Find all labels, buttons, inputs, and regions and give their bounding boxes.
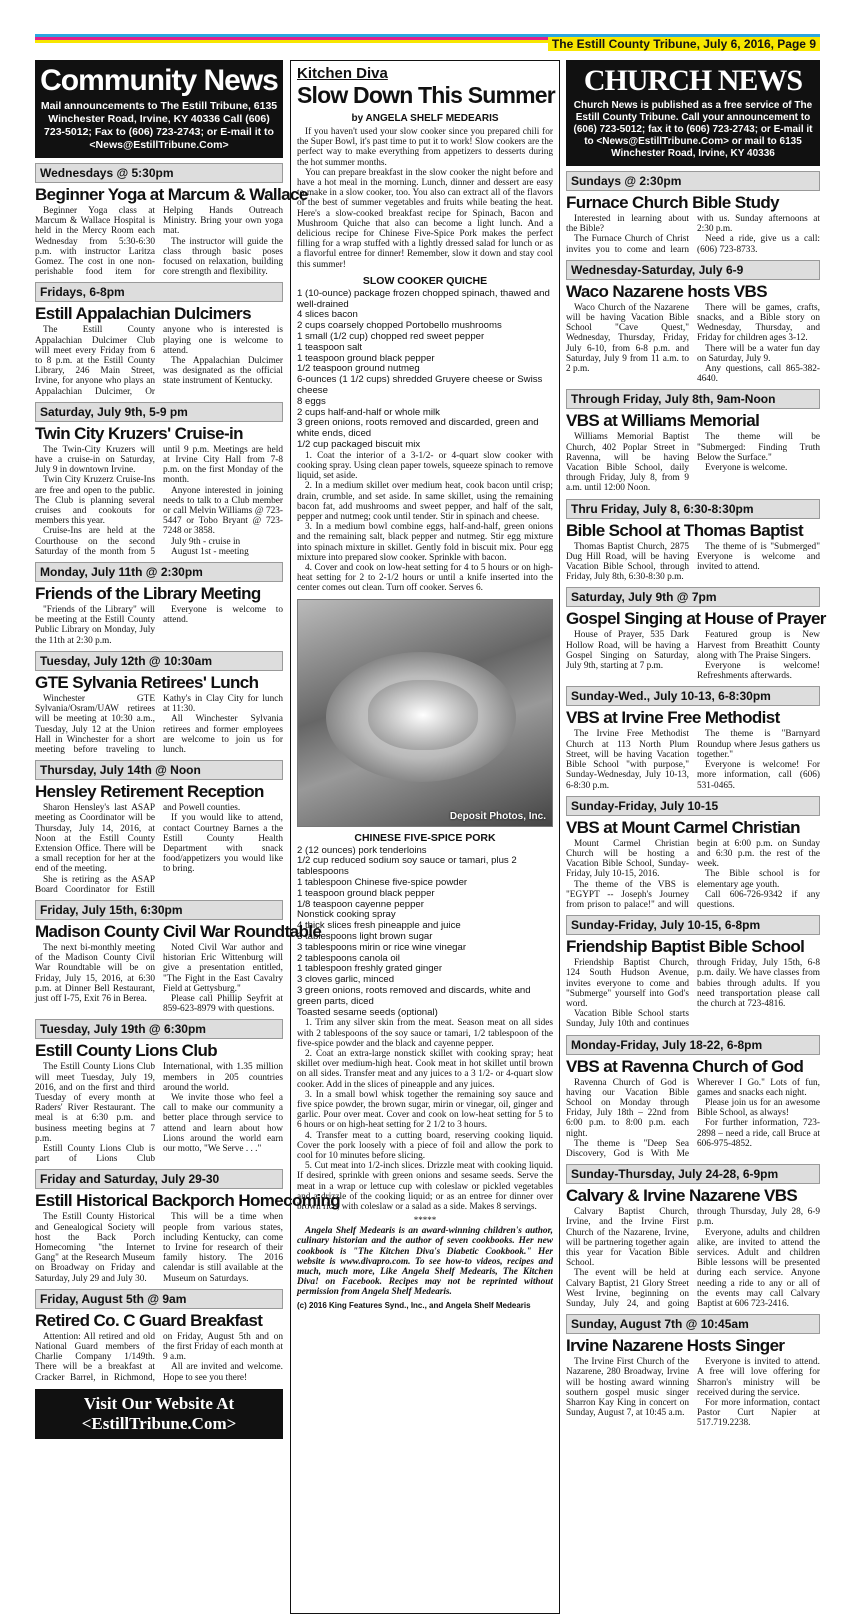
quiche-recipe-title: SLOW COOKER QUICHE	[362, 274, 488, 287]
kitchen-diva-kicker: Kitchen Diva	[297, 65, 388, 82]
item-paragraph: Twin City Kruzerz Cruise-Ins are free and open to the public. The Club is planning several cruises and cookouts for members this year.	[35, 475, 155, 527]
item-headline: Retired Co. C Guard Breakfast	[35, 1310, 263, 1330]
item-paragraph: The Twin-City Kruzers will have a cruise-in on Saturday, July 9 in downtown Irvine.	[35, 444, 155, 476]
item-paragraph: House of Prayer, 535 Dark Hollow Road, will be having a Gospel Singing on Saturday, July 9th, starting at 7 p.m.	[566, 630, 689, 672]
item-date-bar: Friday, July 15th, 6:30pm	[35, 900, 283, 920]
kitchen-diva-title: Slow Down This Summer	[297, 82, 555, 108]
item-headline: VBS at Mount Carmel Christian	[566, 817, 800, 837]
item-headline: Madison County Civil War Roundtable	[35, 921, 322, 941]
ingredient-line: 8 eggs	[297, 395, 326, 407]
item-paragraph: Ravenna Church of God is having our Vacation Bible School on Monday through Friday, July 18th – 22nd from 6:00 p.m. to 8:00 p.m. each night.	[566, 1077, 689, 1139]
item-paragraph: We invite those who feel a call to make our community a better place through service to attend and learn about how Lions around the world earn our motto, "We Serve . . ."	[163, 1092, 283, 1154]
item-paragraph: The Irvine First Church of the Nazarene, 280 Broadway, Irvine will be hosting award winning southern gospel music singer Sharron Kay King in concert on Sunday, August 7, at 10:45 a.m.	[566, 1357, 689, 1419]
item-paragraph: Everyone is invited to attend. A free will love offering for Sharron's ministry will be received during the service.	[697, 1357, 820, 1398]
item-date-bar: Sundays @ 2:30pm	[566, 171, 820, 191]
item-paragraph: Interested in learning about the Bible?	[566, 214, 689, 235]
item-date-bar: Thursday, July 14th @ Noon	[35, 760, 283, 780]
copyright-line: (c) 2016 King Features Synd., Inc., and Angela Shelf Medearis	[297, 1300, 531, 1310]
ingredient-line: 2 tablespoons canola oil	[297, 952, 400, 964]
item-paragraph: Everyone, adults and children alike, are invited to attend the services. Adult and children Bible lessons will be presented during each service. Anyone needing a ride to any or all of the events may call Calvary Baptist at 606 723-2416.	[697, 1227, 820, 1309]
news-item	[566, 260, 820, 385]
item-headline: Bible School at Thomas Baptist	[566, 520, 804, 540]
item-headline: Furnace Church Bible Study	[566, 193, 779, 212]
news-item	[566, 686, 820, 790]
community-news-title: Community News	[40, 64, 278, 97]
item-date-bar: Monday, July 11th @ 2:30pm	[35, 562, 283, 582]
recipe-step: 1. Coat the interior of a 3-1/2- or 4-quart slow cooker with cooking spray. Using clean paper towels, squeeze spinach to remove liquid, set aside.	[297, 450, 553, 482]
ingredient-line: 1/2 teaspoon ground nutmeg	[297, 363, 420, 375]
item-body	[566, 958, 820, 1029]
ingredient-line: 4 slices bacon	[297, 309, 358, 321]
ingredient-line: 3 green onions, roots removed and discards, white and green parts, diced	[297, 985, 531, 1007]
item-paragraph: Noted Civil War author and historian Eric Wittenburg will give a presentation entitled, "The Fight in the East Cavalry Field at Gettysburg."	[163, 942, 283, 994]
item-paragraph: The Appalachian Dulcimer was designated as the official state instrument of Kentucky.	[163, 356, 283, 387]
church-items	[566, 171, 826, 1429]
item-paragraph: All are invited and welcome. Hope to see you there!	[163, 1362, 283, 1383]
item-headline: Friends of the Library Meeting	[35, 584, 261, 604]
item-paragraph: All Winchester Sylvania retirees and former employees are welcome to join us for lunch.	[163, 714, 283, 755]
item-date-bar: Sunday, August 7th @ 10:45am	[566, 1314, 820, 1334]
item-headline: Gospel Singing at House of Prayer	[566, 609, 826, 629]
photo-credit: Deposit Photos, Inc.	[449, 810, 546, 822]
news-item	[35, 760, 283, 895]
item-paragraph: Everyone is welcome to attend.	[163, 605, 283, 626]
item-paragraph: Mount Carmel Christian Church will be hosting a Vacation Bible School, Sunday-Friday, July 10-15, 2016.	[566, 838, 689, 880]
recipe-step: 5. Cut meat into 1/2-inch slices. Drizzle meat with cooking liquid. If desired, sprinkle with green onions and sesame seeds. Serve the meat in a wrap or lettuce cup with coleslaw or pickled vegetables and a drizzle of the cooking liquid; or as an entree for dinner over brown rice, with coleslaw or a salad as a side. Makes 8 servings.	[297, 1161, 553, 1213]
recipe-step: 1. Trim any silver skin from the meat. Season meat on all sides with 2 tablespoons of the soy sauce or tamari, 1/2 tablespoon of the five-spice powder and the black and cayenne pepper.	[297, 1018, 553, 1049]
author-bio: Angela Shelf Medearis is an award-winning children's author, culinary historian and the author of seven cookbooks. Her new cookbook is "The Kitchen Diva's Diabetic Cookbook." Her website is www.divapro.com. To see how-to videos, recipes and much, much more, Like Angela Shelf Medearis, The Kitchen Diva! on Facebook. Recipes may not be reprinted without permission from Angela Shelf Medearis.	[297, 1226, 553, 1298]
recipe-step: 4. Cover and cook on low-heat setting for 4 to 5 hours or on high-heat setting for 2 to 2-1/2 hours or until a knife inserted into the center comes out clean. Turn off cooker. Serves 6.	[297, 563, 553, 594]
item-headline: Waco Nazarene hosts VBS	[566, 281, 767, 301]
ingredient-line: 1 teaspoon salt	[297, 341, 363, 353]
item-paragraph: Williams Memorial Baptist Church, 402 Poplar Street in Ravenna, will be having Vacation Bible School, daily through Friday, July 8, from 9 a.m. until 12:00 Noon.	[566, 432, 689, 494]
item-body	[35, 206, 283, 277]
item-headline: VBS at Williams Memorial	[566, 411, 760, 431]
community-news-banner	[35, 60, 283, 158]
item-body	[566, 729, 820, 790]
news-item	[566, 499, 820, 583]
news-item	[35, 1019, 283, 1164]
item-paragraph: The theme is "Deep Sea Discovery, God is With Me Wherever I Go." Lots of fun, games and snacks each night.	[566, 1077, 820, 1159]
ingredient-line: 3 tablespoons mirin or rice wine vinegar	[297, 941, 467, 953]
item-date-bar: Fridays, 6-8pm	[35, 282, 283, 302]
item-paragraph: Cruise-Ins are held at the Courthouse on the second Saturday of the month from 5 until 9 p.m. Meetings are held at Irvine City Hall from 7-8 p.m. on the first Monday of the month.	[35, 444, 283, 557]
intro-paragraph: You can prepare breakfast in the slow cooker the night before and have a hot meal in the morning. Lunch, dinner and dessert are easy to make in a slow cooker, too. You also can extract all of the flavors of the best of summer vegetables and fruits while beating the heat. Here's a slow-cooked breakfast recipe for Spinach, Bacon and Mushroom Quiche that also can become a light lunch. And a delicious recipe for Chinese Five-Spice Pork makes the perfect filling for a wrap stuffed with a lightly dressed salad for lunch or as a flavorful entree for dinner! Remember, slow it down and stay cool this summer!	[297, 167, 553, 270]
item-headline: Estill Appalachian Dulcimers	[35, 304, 251, 324]
recipe-step: 3. In a medium bowl combine eggs, half-and-half, green onions and the remaining salt, black pepper and nutmeg. Stir egg mixture into spinach mixture in skillet. Gently fold in biscuit mix. Pour egg mixture into prepared slow cooker. Sprinkle with bacon.	[297, 522, 553, 563]
item-body	[35, 605, 283, 646]
item-body	[566, 1357, 820, 1428]
item-headline: Calvary & Irvine Nazarene VBS	[566, 1186, 798, 1206]
item-headline: Irvine Nazarene Hosts Singer	[566, 1336, 785, 1356]
item-paragraph: There will be games, crafts, snacks, and a Bible story on Wednesday, Thursday, and Friday for children ages 3-12.	[697, 302, 820, 344]
item-body	[566, 1207, 820, 1309]
intro-paragraph: If you haven't used your slow cooker since you prepared chili for the Super Bowl, it's past time to put it to work! Slow cookers are the perfect way to make everything from appetizers to desserts during the hot summer months.	[297, 127, 553, 168]
news-item	[35, 1169, 341, 1284]
news-item	[566, 1164, 820, 1309]
news-item	[566, 1035, 820, 1160]
item-date-bar: Tuesday, July 12th @ 10:30am	[35, 651, 283, 671]
food-shape	[368, 680, 478, 750]
page-header: The Estill County Tribune, July 6, 2016, Page 9	[548, 37, 820, 51]
ingredient-line: 1 teaspoon ground black pepper	[297, 887, 435, 899]
item-paragraph: Winchester GTE Sylvania/Osram/UAW retirees will be meeting at 10:30 a.m., Tuesday, July 12 at the Union Hall in Winchester for a short meeting before traveling to Kathy's in Clay City for lunch at 11:30.	[35, 693, 283, 755]
item-paragraph: "Friends of the Library" will be meeting at the Estill County Public Library on Monday, July the 11th at 2:30 p.m.	[35, 605, 155, 646]
item-date-bar: Through Friday, July 8th, 9am-Noon	[566, 389, 820, 409]
item-paragraph: The theme of is "Submerged" Everyone is welcome and invited to attend.	[697, 541, 820, 573]
item-paragraph: Any questions, call 865-382-4640.	[697, 364, 820, 385]
item-paragraph: The Estill County Historical and Genealogical Society will host the Back Porch Homecoming "the Internet Gang" at the Research Museum on Broadway on Friday and Saturday, July 29 and July 30.	[35, 1212, 155, 1284]
item-paragraph: The Irvine Free Methodist Church at 113 North Plum Street, will be having Vacation Bible School "with purpose," Sunday-Wednesday, July 10-13, 6-8:30 p.m.	[566, 729, 689, 791]
item-paragraph: Please join us for an awesome Bible School, as always!	[697, 1097, 820, 1119]
ingredient-line: 1/8 teaspoon cayenne pepper	[297, 898, 424, 910]
separator-stars: *****	[413, 1215, 437, 1226]
ingredient-line: 1/2 cup reduced sodium soy sauce or tamari, plus 2 tablespoons	[297, 855, 517, 878]
news-item	[35, 282, 283, 396]
pork-ingredients	[297, 846, 553, 1019]
item-paragraph: The instructor will guide the class through basic poses focused on relaxation, building core strength and flexibility.	[163, 236, 283, 278]
item-date-bar: Friday, August 5th @ 9am	[35, 1289, 283, 1309]
item-paragraph: Thomas Baptist Church, 2875 Dug Hill Road, will be having Vacation Bible School, through Friday, July 8th, 6:30-8:30 p.m.	[566, 541, 689, 583]
item-headline: GTE Sylvania Retirees' Lunch	[35, 672, 259, 692]
ingredient-line: 2 cups coarsely chopped Portobello mushrooms	[297, 320, 502, 332]
item-paragraph: Vacation Bible School starts Sunday, July 10th and continues through Friday, July 15th, 6-8 p.m. daily. We have classes from babies through adults. If you need transportation please call the church at 723-4816.	[566, 958, 820, 1030]
pork-recipe-title: CHINESE FIVE-SPICE PORK	[354, 831, 496, 844]
item-date-bar: Monday-Friday, July 18-22, 6-8pm	[566, 1035, 820, 1055]
item-headline: VBS at Irvine Free Methodist	[566, 708, 780, 728]
item-paragraph: August 1st - meeting	[171, 546, 249, 557]
item-date-bar: Sunday-Friday, July 10-15, 6-8pm	[566, 915, 820, 935]
item-date-bar: Saturday, July 9th, 5-9 pm	[35, 402, 283, 422]
item-headline: VBS at Ravenna Church of God	[566, 1056, 804, 1076]
kitchen-diva-byline: by ANGELA SHELF MEDEARIS	[351, 113, 499, 124]
ingredient-line: 1 (10-ounce) package frozen chopped spinach, thawed and well-drained	[297, 287, 550, 310]
ingredient-line: 1 tablespoon freshly grated ginger	[297, 963, 443, 975]
item-body	[35, 1212, 283, 1283]
item-date-bar: Sunday-Thursday, July 24-28, 6-9pm	[566, 1164, 820, 1184]
item-date-bar: Wednesday-Saturday, July 6-9	[566, 260, 820, 280]
news-item	[566, 171, 820, 255]
pork-steps	[297, 1018, 553, 1212]
item-paragraph: Everyone is welcome! For more information, call (606) 531-0465.	[697, 760, 820, 791]
recipe-step: 4. Transfer meat to a cutting board, reserving cooking liquid. Cover the pork loosely with a piece of foil and allow the pork to cool for 10 minutes before slicing.	[297, 1130, 553, 1162]
news-item	[566, 389, 820, 493]
item-paragraph: The theme is "Barnyard Roundup where Jesus gathers us together."	[697, 729, 820, 760]
church-news-banner	[566, 60, 820, 166]
item-paragraph: There will be a water fun day on Saturday, July 9.	[697, 343, 820, 364]
item-paragraph: Everyone is welcome! Refreshments afterwards.	[697, 661, 820, 682]
item-paragraph: The Estill County Appalachian Dulcimer Club will meet every Friday from 6 to 8 p.m. at the Estill County Library, 246 Main Street, Irvine, for anyone who plays an Appalachian Dulcimer, Or anyone who is interested is playing one is welcome to attend.	[35, 325, 283, 397]
item-paragraph: She is retiring as the ASAP Board Coordinator for Estill and Powell counties.	[35, 803, 241, 895]
item-body	[566, 1078, 820, 1160]
item-paragraph: Waco Church of the Nazarene will be having Vacation Bible School "Cave Quest," Wednesday, Thursday, Friday, July 6-10, from 6-8 p.m. and Saturday, July 9 from 11 a.m. to 2 p.m.	[566, 302, 689, 375]
item-paragraph: The Bible school is for elementary age youth.	[697, 869, 820, 890]
quiche-steps	[297, 451, 553, 594]
item-paragraph: Everyone is welcome.	[705, 463, 788, 474]
news-item	[566, 1314, 820, 1428]
ingredient-line: 2 cups half-and-half or whole milk	[297, 406, 440, 418]
ingredient-line: Toasted sesame seeds (optional)	[297, 1006, 438, 1018]
ingredient-line: 6-ounces (1 1/2 cups) shredded Gruyere cheese or Swiss cheese	[297, 374, 543, 397]
item-paragraph: For more information, contact Pastor Curt Napier at 517.719.2238.	[697, 1398, 820, 1429]
item-headline: Friendship Baptist Bible School	[566, 937, 805, 957]
item-paragraph: This will be a time when people from various states, including Kentucky, can come to Irvine for research of their family history. The 2016 calendar is still available at the Museum on Saturdays.	[163, 1212, 283, 1284]
item-body	[35, 325, 283, 396]
item-body	[35, 1332, 283, 1383]
news-item	[35, 402, 283, 557]
ingredient-line: 3 green onions, roots removed and discarded, green and white ends, diced	[297, 417, 539, 440]
item-paragraph: Friendship Baptist Church, 124 South Hudson Avenue, invites everyone to come and "Submerge" yourself into God's word.	[566, 958, 689, 1009]
kitchen-diva-column	[290, 60, 560, 1614]
church-news-title: CHURCH NEWS	[583, 64, 803, 97]
item-body	[566, 214, 820, 255]
item-body	[35, 694, 283, 755]
item-paragraph: Call 606-726-9342 if any questions.	[697, 889, 820, 910]
item-paragraph: For further information, 723-2898 – need a ride, call Bruce at 606-975-4852.	[697, 1118, 820, 1149]
item-body	[35, 1062, 283, 1164]
ingredient-line: Nonstick cooking spray	[297, 909, 396, 921]
item-body	[566, 542, 820, 583]
item-paragraph: Anyone interested in joining needs to talk to a Club member or call Melvin Williams @ 723-5447 or Tobo Bryant @ 723-7248 or 3858.	[163, 485, 283, 537]
news-item	[35, 1289, 283, 1383]
news-item	[566, 915, 820, 1029]
item-body	[35, 803, 283, 895]
item-paragraph: Sharon Hensley's last ASAP meeting as Coordinator will be Thursday, July 14, 2016, at Noon at the Estill County Extension Office. There will be a small reception for her at the end of the meeting.	[35, 803, 155, 875]
item-headline: Estill County Lions Club	[35, 1041, 218, 1061]
item-paragraph: Please call Phillip Seyfrit at 859-623-8979 with questions.	[163, 993, 283, 1015]
ingredient-line: 3 tablespoons light brown sugar	[297, 931, 433, 943]
item-body	[35, 445, 283, 557]
ingredient-line: 3 cloves garlic, minced	[297, 974, 395, 986]
recipe-step: 2. Coat an extra-large nonstick skillet with cooking spray; heat skillet over medium-high heat. Cook meat in hot skillet until brown on all sides. Transfer meat and any juices to a 3 1/2- or 4-quart slow cooker. Add in the slices of pineapple and any juices.	[297, 1049, 553, 1090]
item-body	[35, 943, 283, 1014]
item-date-bar: Thru Friday, July 8, 6:30-8:30pm	[566, 499, 820, 519]
recipe-step: 2. In a medium skillet over medium heat, cook bacon until crisp; drain, crumble, and set aside. In same skillet, using the remaining bacon fat, add mushrooms and sweet pepper, and half of the salt, pepper and nutmeg; cook until tender. Stir in spinach and cheese.	[297, 481, 553, 523]
item-paragraph: Featured group is New Harvest from Breathitt County along with The Praise Singers.	[697, 630, 820, 661]
news-item	[35, 562, 283, 646]
news-item	[35, 651, 283, 755]
item-body	[566, 303, 820, 385]
item-headline: Estill Historical Backporch Homecoming	[35, 1191, 341, 1211]
item-paragraph: Attention: All retired and old National Guard members of Charlie Company 1/149th. There will be a breakfast at Cracker Barrel, in Richmond, on Friday, August 5th and on the first Friday of each month at 9 a.m.	[35, 1331, 283, 1383]
item-paragraph: The next bi-monthly meeting of the Madison County Civil War Roundtable will be on Friday, July 15, 2016, at 6:30 p.m. at Dinner Bell Restaurant, just off I-75, Exit 76 in Berea.	[35, 942, 155, 1004]
food-photo	[297, 599, 553, 827]
item-date-bar: Saturday, July 9th @ 7pm	[566, 587, 820, 607]
ingredient-line: 1 tablespoon Chinese five-spice powder	[297, 877, 468, 889]
item-paragraph: July 9th - cruise in	[171, 536, 241, 547]
ingredient-line: 4 thick slices fresh pineapple and juice	[297, 920, 461, 932]
item-paragraph: Calvary Baptist Church, Irvine, and the Irvine First Church of the Nazarene, Irvine, will be partnering together again this year for Vacation Bible School.	[566, 1207, 689, 1269]
news-item	[566, 587, 826, 682]
ingredient-line: 2 (12 ounces) pork tenderloins	[297, 844, 427, 856]
item-paragraph: The Estill County Lions Club will meet Tuesday, July 19, 2016, and on the first and third Tuesday of every month at Raders' River Restaurant. The meal is at 6:30 p.m. and business meeting begins at 7 p.m.	[35, 1062, 155, 1144]
item-paragraph: The Furnace Church of Christ invites you to come and learn with us. Sunday afternoons at 2:30 p.m.	[566, 214, 820, 255]
ingredient-line: 1/2 cup packaged biscuit mix	[297, 439, 421, 450]
item-paragraph: If you would like to attend, contact Courtney Barnes a the Estill County Health Department with snack food/appetizers you would like to bring.	[163, 813, 283, 875]
item-paragraph: Estill County Lions Club is part of Lions Club International, with 1.35 million members in 205 countries around the world.	[35, 1062, 283, 1165]
item-body	[566, 432, 820, 493]
news-item	[35, 163, 308, 278]
ingredient-line: 1 small (1/2 cup) chopped red sweet pepper	[297, 331, 485, 343]
item-body	[566, 839, 820, 910]
quiche-ingredients	[297, 289, 553, 451]
item-paragraph: Need a ride, give us a call: (606) 723-8733.	[697, 234, 820, 255]
item-date-bar: Tuesday, July 19th @ 6:30pm	[35, 1019, 283, 1039]
item-date-bar: Sunday-Wed., July 10-13, 6-8:30pm	[566, 686, 820, 706]
item-date-bar: Wednesdays @ 5:30pm	[35, 163, 283, 183]
news-item	[566, 796, 820, 910]
ingredient-line: 1 teaspoon ground black pepper	[297, 352, 435, 364]
item-date-bar: Friday and Saturday, July 29-30	[35, 1169, 283, 1189]
item-date-bar: Sunday-Friday, July 10-15	[566, 796, 820, 816]
website-footer: Visit Our Website At <EstillTribune.Com>	[35, 1389, 283, 1439]
item-paragraph: Beginner Yoga class at Marcum & Wallace Hospital is held in the Mercy Room each Wednesday from 5:30-6:30 p.m. with instructor Laritza Gomez. The cost in one non-perishable food item for Helping Hands Outreach Ministry. Bring your own yoga mat.	[35, 206, 283, 278]
church-news-column	[566, 60, 826, 1429]
item-body	[566, 630, 820, 681]
item-headline: Twin City Kruzers' Cruise-in	[35, 423, 243, 443]
church-news-intro: Church News is published as a free service of The Estill County Tribune. Call your announcement to (606) 723-5012; fax it to (606) 723-2743; or E-mail it to <News@EstillTribune.Com> or mail to 6135 Winchester Road, Irvine, KY 40336	[573, 100, 813, 159]
recipe-step: 3. In a small bowl whisk together the remaining soy sauce and five spice powder, the brown sugar, mirin or vinegar, oil, ginger and garlic. Pour over meat. Cover and cook on low-heat setting for 5 to 6 hours or on high-heat setting for 2 1/2 to 3 hours.	[297, 1089, 553, 1131]
news-item	[35, 900, 322, 1015]
item-paragraph: The theme will be "Submerged: Finding Truth Below the Surface."	[697, 432, 820, 463]
item-paragraph: The theme of the VBS is "EGYPT -- Joseph's Journey from prison to palace!" and will begin at 6:00 p.m. on Sunday and 6:30 p.m. the rest of the week.	[566, 838, 820, 910]
item-headline: Beginner Yoga at Marcum & Wallace	[35, 185, 308, 204]
item-headline: Hensley Retirement Reception	[35, 782, 264, 802]
community-news-intro: Mail announcements to The Estill Tribune, 6135 Winchester Road, Irvine, KY 40336 Call (606) 723-5012; Fax to (606) 723-2743; or E-mail it to <News@EstillTribune.Com>	[40, 100, 278, 151]
item-paragraph: The event will be held at Calvary Baptist, 21 Glory Street West Irvine, beginning on Sunday, July 24, and going through Thursday, July 28, 6-9 p.m.	[566, 1207, 820, 1309]
